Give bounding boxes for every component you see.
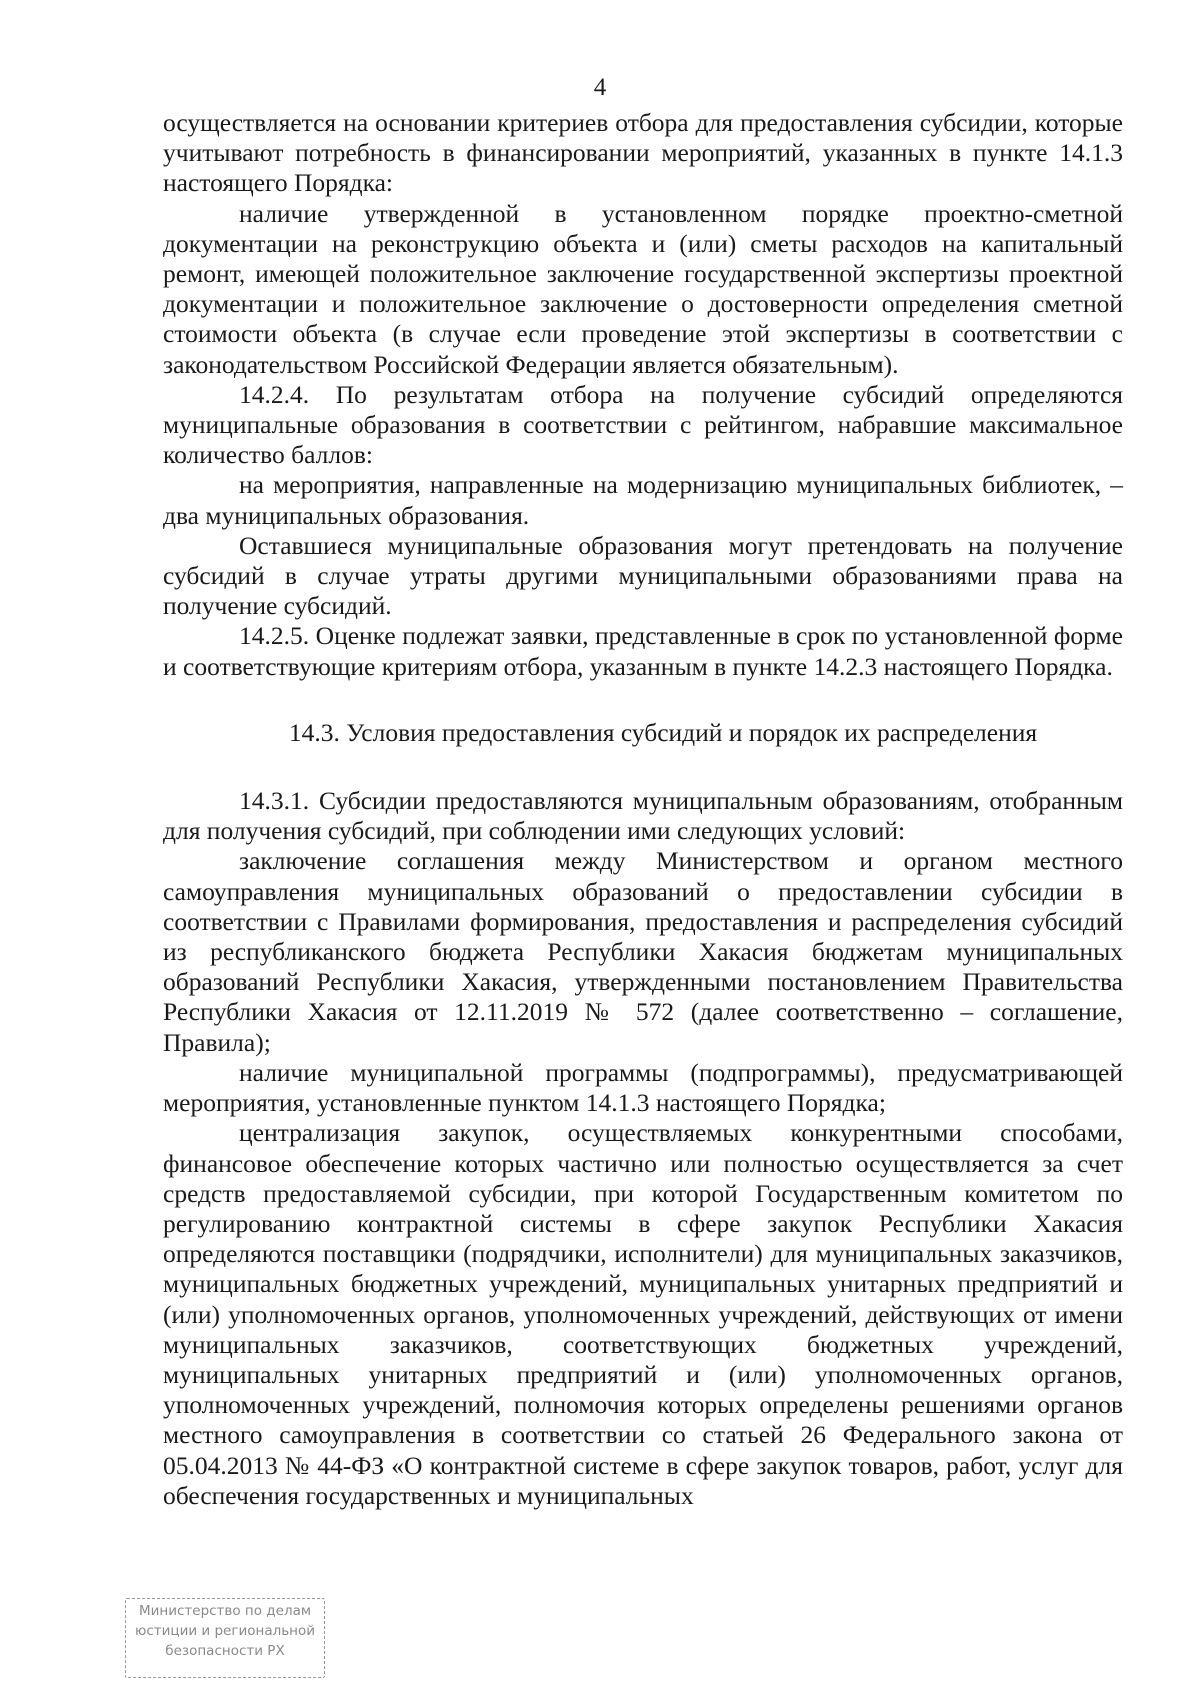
paragraph: 14.2.5. Оценке подлежат заявки, представленные в срок по установленной форме и соответствующие критериям отбора, указанным в пункте 14.2.3 настоящего Порядка. [163, 621, 1123, 681]
paragraph: на мероприятия, направленные на модернизацию муниципальных библиотек, – два муниципальных образования. [163, 470, 1123, 530]
ministry-stamp [125, 1598, 325, 1678]
document-body [163, 108, 1123, 1511]
stamp-line: юстиции и региональной [134, 1623, 316, 1639]
stamp-line: Министерство по делам [138, 1603, 312, 1619]
paragraph: наличие утвержденной в установленном порядке проектно-сметной документации на реконструкцию объекта и (или) сметы расходов на капитальный ремонт, имеющей положительное заключение государственной экспертизы проектной документации и положительное заключение о достоверности определения сметной стоимости объекта (в случае если проведение этой экспертизы в соответствии с законодательством Российской Федерации является обязательным). [163, 198, 1123, 379]
paragraph: заключение соглашения между Министерством и органом местного самоуправления муниципальных образований о предоставлении субсидии в соответствии с Правилами формирования, предоставления и распределения субсидий из республиканского бюджета Республики Хакасия бюджетам муниципальных образований Республики Хакасия, утвержденными постановлением Правительства Республики Хакасия от 12.11.2019 № 572 (далее соответственно – соглашение, Правила); [163, 846, 1123, 1057]
paragraph: централизация закупок, осуществляемых конкурентными способами, финансовое обеспечение которых частично или полностью осуществляется за счет средств предоставляемой субсидии, при которой Государственным комитетом по регулированию контрактной системы в сфере закупок Республики Хакасия определяются поставщики (подрядчики, исполнители) для муниципальных заказчиков, муниципальных бюджетных учреждений, муниципальных унитарных предприятий и (или) уполномоченных органов, уполномоченных учреждений, действующих от имени муниципальных заказчиков, соответствующих бюджетных учреждений, муниципальных унитарных предприятий и (или) уполномоченных органов, уполномоченных учреждений, полномочия которых определены решениями органов местного самоуправления в соответствии со статьей 26 Федерального закона от 05.04.2013 № 44-ФЗ «О контрактной системе в сфере закупок товаров, работ, услуг для обеспечения государственных и муниципальных [163, 1118, 1123, 1510]
paragraph: 14.3.1. Субсидии предоставляются муниципальным образованиям, отобранным для получения субсидий, при соблюдении ими следующих условий: [163, 786, 1123, 846]
page-number: 4 [593, 74, 607, 101]
paragraph: осуществляется на основании критериев отбора для предоставления субсидии, которые учитывают потребность в финансировании мероприятий, указанных в пункте 14.1.3 настоящего Порядка: [163, 108, 1123, 198]
paragraph: Оставшиеся муниципальные образования могут претендовать на получение субсидий в случае утраты другими муниципальными образованиями права на получение субсидий. [163, 530, 1123, 621]
stamp-line: безопасности РХ [165, 1643, 285, 1659]
paragraph: наличие муниципальной программы (подпрограммы), предусматривающей мероприятия, установленные пунктом 14.1.3 настоящего Порядка; [163, 1057, 1123, 1118]
section-heading: 14.3. Условия предоставления субсидий и порядок их распределения [288, 717, 1038, 747]
paragraph: 14.2.4. По результатам отбора на получение субсидий определяются муниципальные образования в соответствии с рейтингом, набравшие максимальное количество баллов: [163, 379, 1123, 470]
